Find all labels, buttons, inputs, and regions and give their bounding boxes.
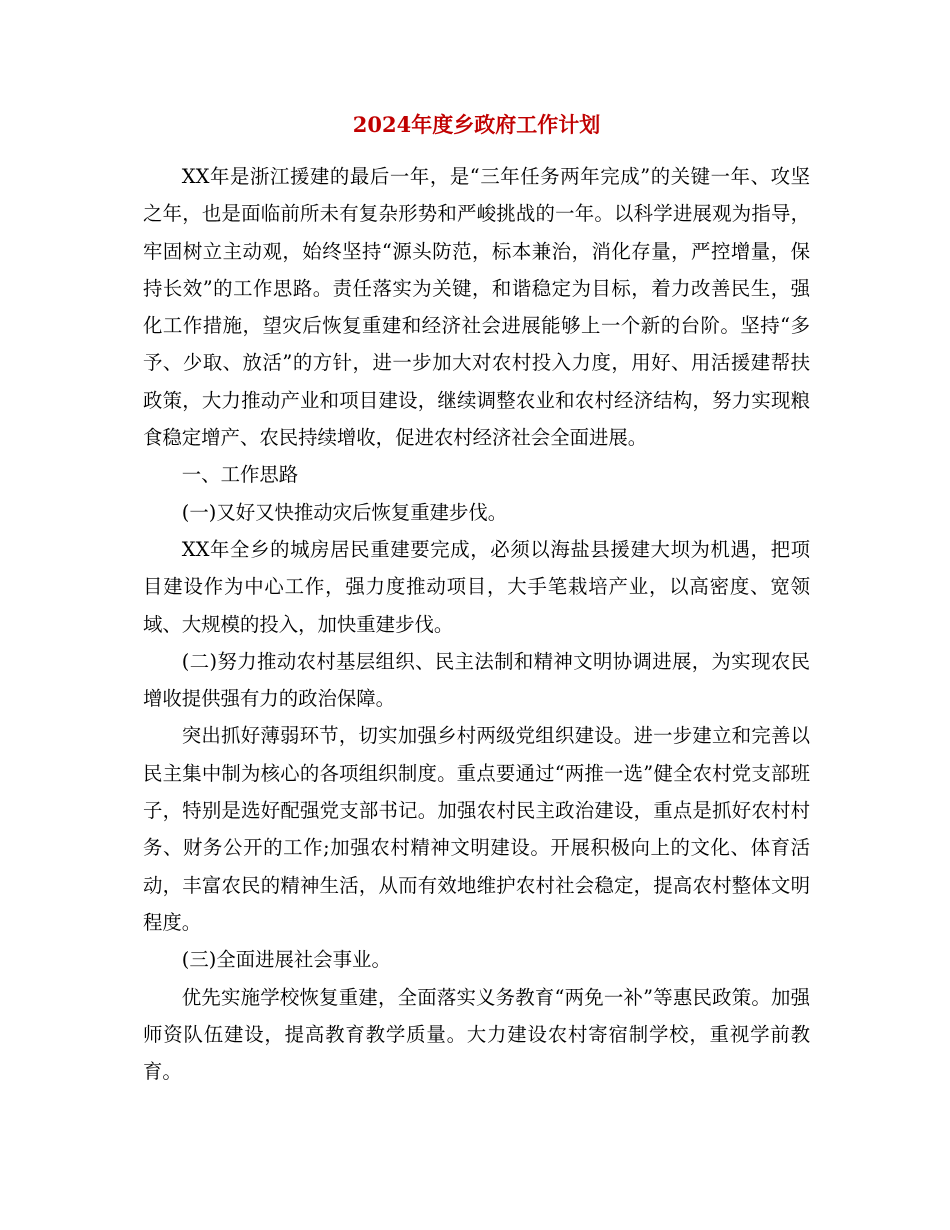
paragraph-reconstruction: XX年全乡的城房居民重建要完成，必须以海盐县援建大坝为机遇，把项目建设作为中心工作，强力度推动项目，大手笔栽培产业，以高密度、宽领域、大规模的投入，加快重建步伐。	[143, 537, 810, 636]
paragraph-social-affairs: 优先实施学校恢复重建，全面落实义务教育“两免一补”等惠民政策。加强师资队伍建设，提高教育教学质量。大力建设农村寄宿制学校，重视学前教育。	[143, 985, 810, 1084]
subheading-reconstruction: (一)又好又快推动灾后恢复重建步伐。	[181, 500, 508, 524]
paragraph-grassroots: 突出抓好薄弱环节，切实加强乡村两级党组织建设。进一步建立和完善以民主集中制为核心的各项组织制度。重点要通过“两推一选”健全农村党支部班子，特别是选好配强党支部书记。加强农村民主政治建设，重点是抓好农村村务、财务公开的工作;加强农村精神文明建设。开展积极向上的文化、体育活动，丰富农民的精神生活，从而有效地维护农村社会稳定，提高农村整体文明程度。	[143, 724, 810, 934]
subheading-social-affairs: (三)全面进展社会事业。	[181, 948, 391, 972]
paragraph-intro: XX年是浙江援建的最后一年，是“三年任务两年完成”的关键一年、攻坚之年，也是面临前所未有复杂形势和严峻挑战的一年。以科学进展观为指导，牢固树立主动观，始终坚持“源头防范，标本兼治，消化存量，严控增量，保持长效”的工作思路。责任落实为关键，和谐稳定为目标，着力改善民生，强化工作措施，望灾后恢复重建和经济社会进展能够上一个新的台阶。坚持“多予、少取、放活”的方针，进一步加大对农村投入力度，用好、用活援建帮扶政策，大力推动产业和项目建设，继续调整农业和农村经济结构，努力实现粮食稳定增产、农民持续增收，促进农村经济社会全面进展。	[143, 165, 810, 450]
subheading-grassroots: (二)努力推动农村基层组织、民主法制和精神文明协调进展，为实现农民增收提供强有力的政治保障。	[143, 649, 810, 711]
heading-work-approach: 一、工作思路	[181, 463, 299, 487]
page-title: 2024年度乡政府工作计划	[352, 112, 601, 137]
